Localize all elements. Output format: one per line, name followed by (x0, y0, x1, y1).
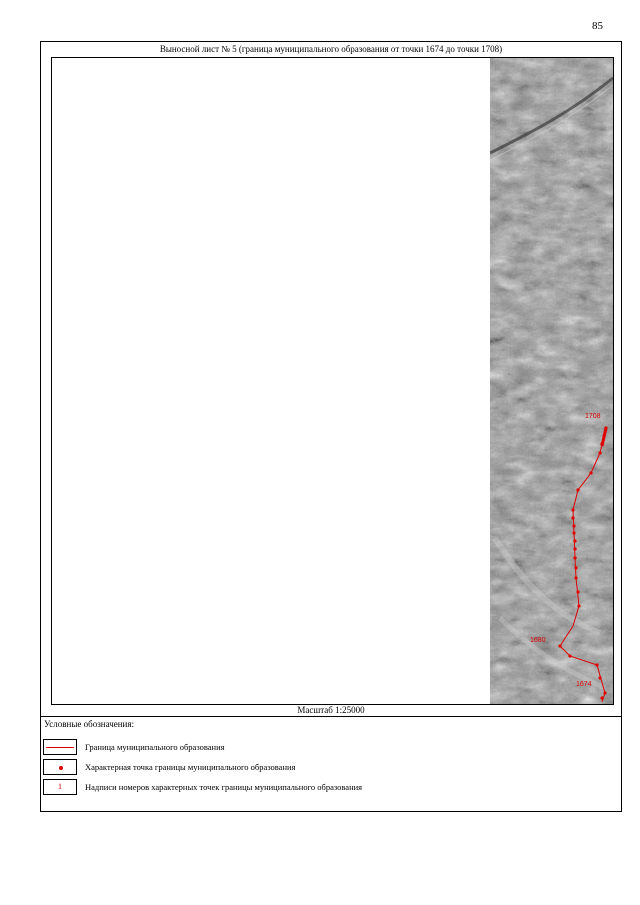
legend-item-boundary (43, 739, 603, 757)
page-number: 85 (592, 20, 603, 32)
legend-label-symbol-text: 1 (58, 782, 62, 791)
legend-divider (41, 716, 621, 717)
legend-item-label (43, 779, 603, 797)
legend-item-text: Характерная точка границы муниципального образования (85, 762, 296, 772)
legend-label-symbol (43, 779, 77, 795)
point-label-1680: 1680 (530, 637, 546, 644)
legend-item-point (43, 759, 603, 777)
map-scale: Масштаб 1:25000 (297, 705, 365, 715)
map-sheet-frame (40, 41, 622, 812)
legend-line-symbol (43, 739, 77, 755)
point-label-1674: 1674 (576, 681, 592, 688)
legend-dot-symbol (43, 759, 77, 775)
legend-item-text: Надписи номеров характерных точек границы муниципального образования (85, 782, 363, 792)
legend-title: Условные обозначения: (44, 719, 135, 729)
satellite-image (490, 58, 613, 704)
legend-item-text: Граница муниципального образования (85, 742, 225, 752)
point-label-1708: 1708 (585, 413, 601, 420)
map-area (51, 57, 614, 705)
map-title: Выносной лист № 5 (граница муниципального образования от точки 1674 до точки 1708) (159, 44, 503, 54)
